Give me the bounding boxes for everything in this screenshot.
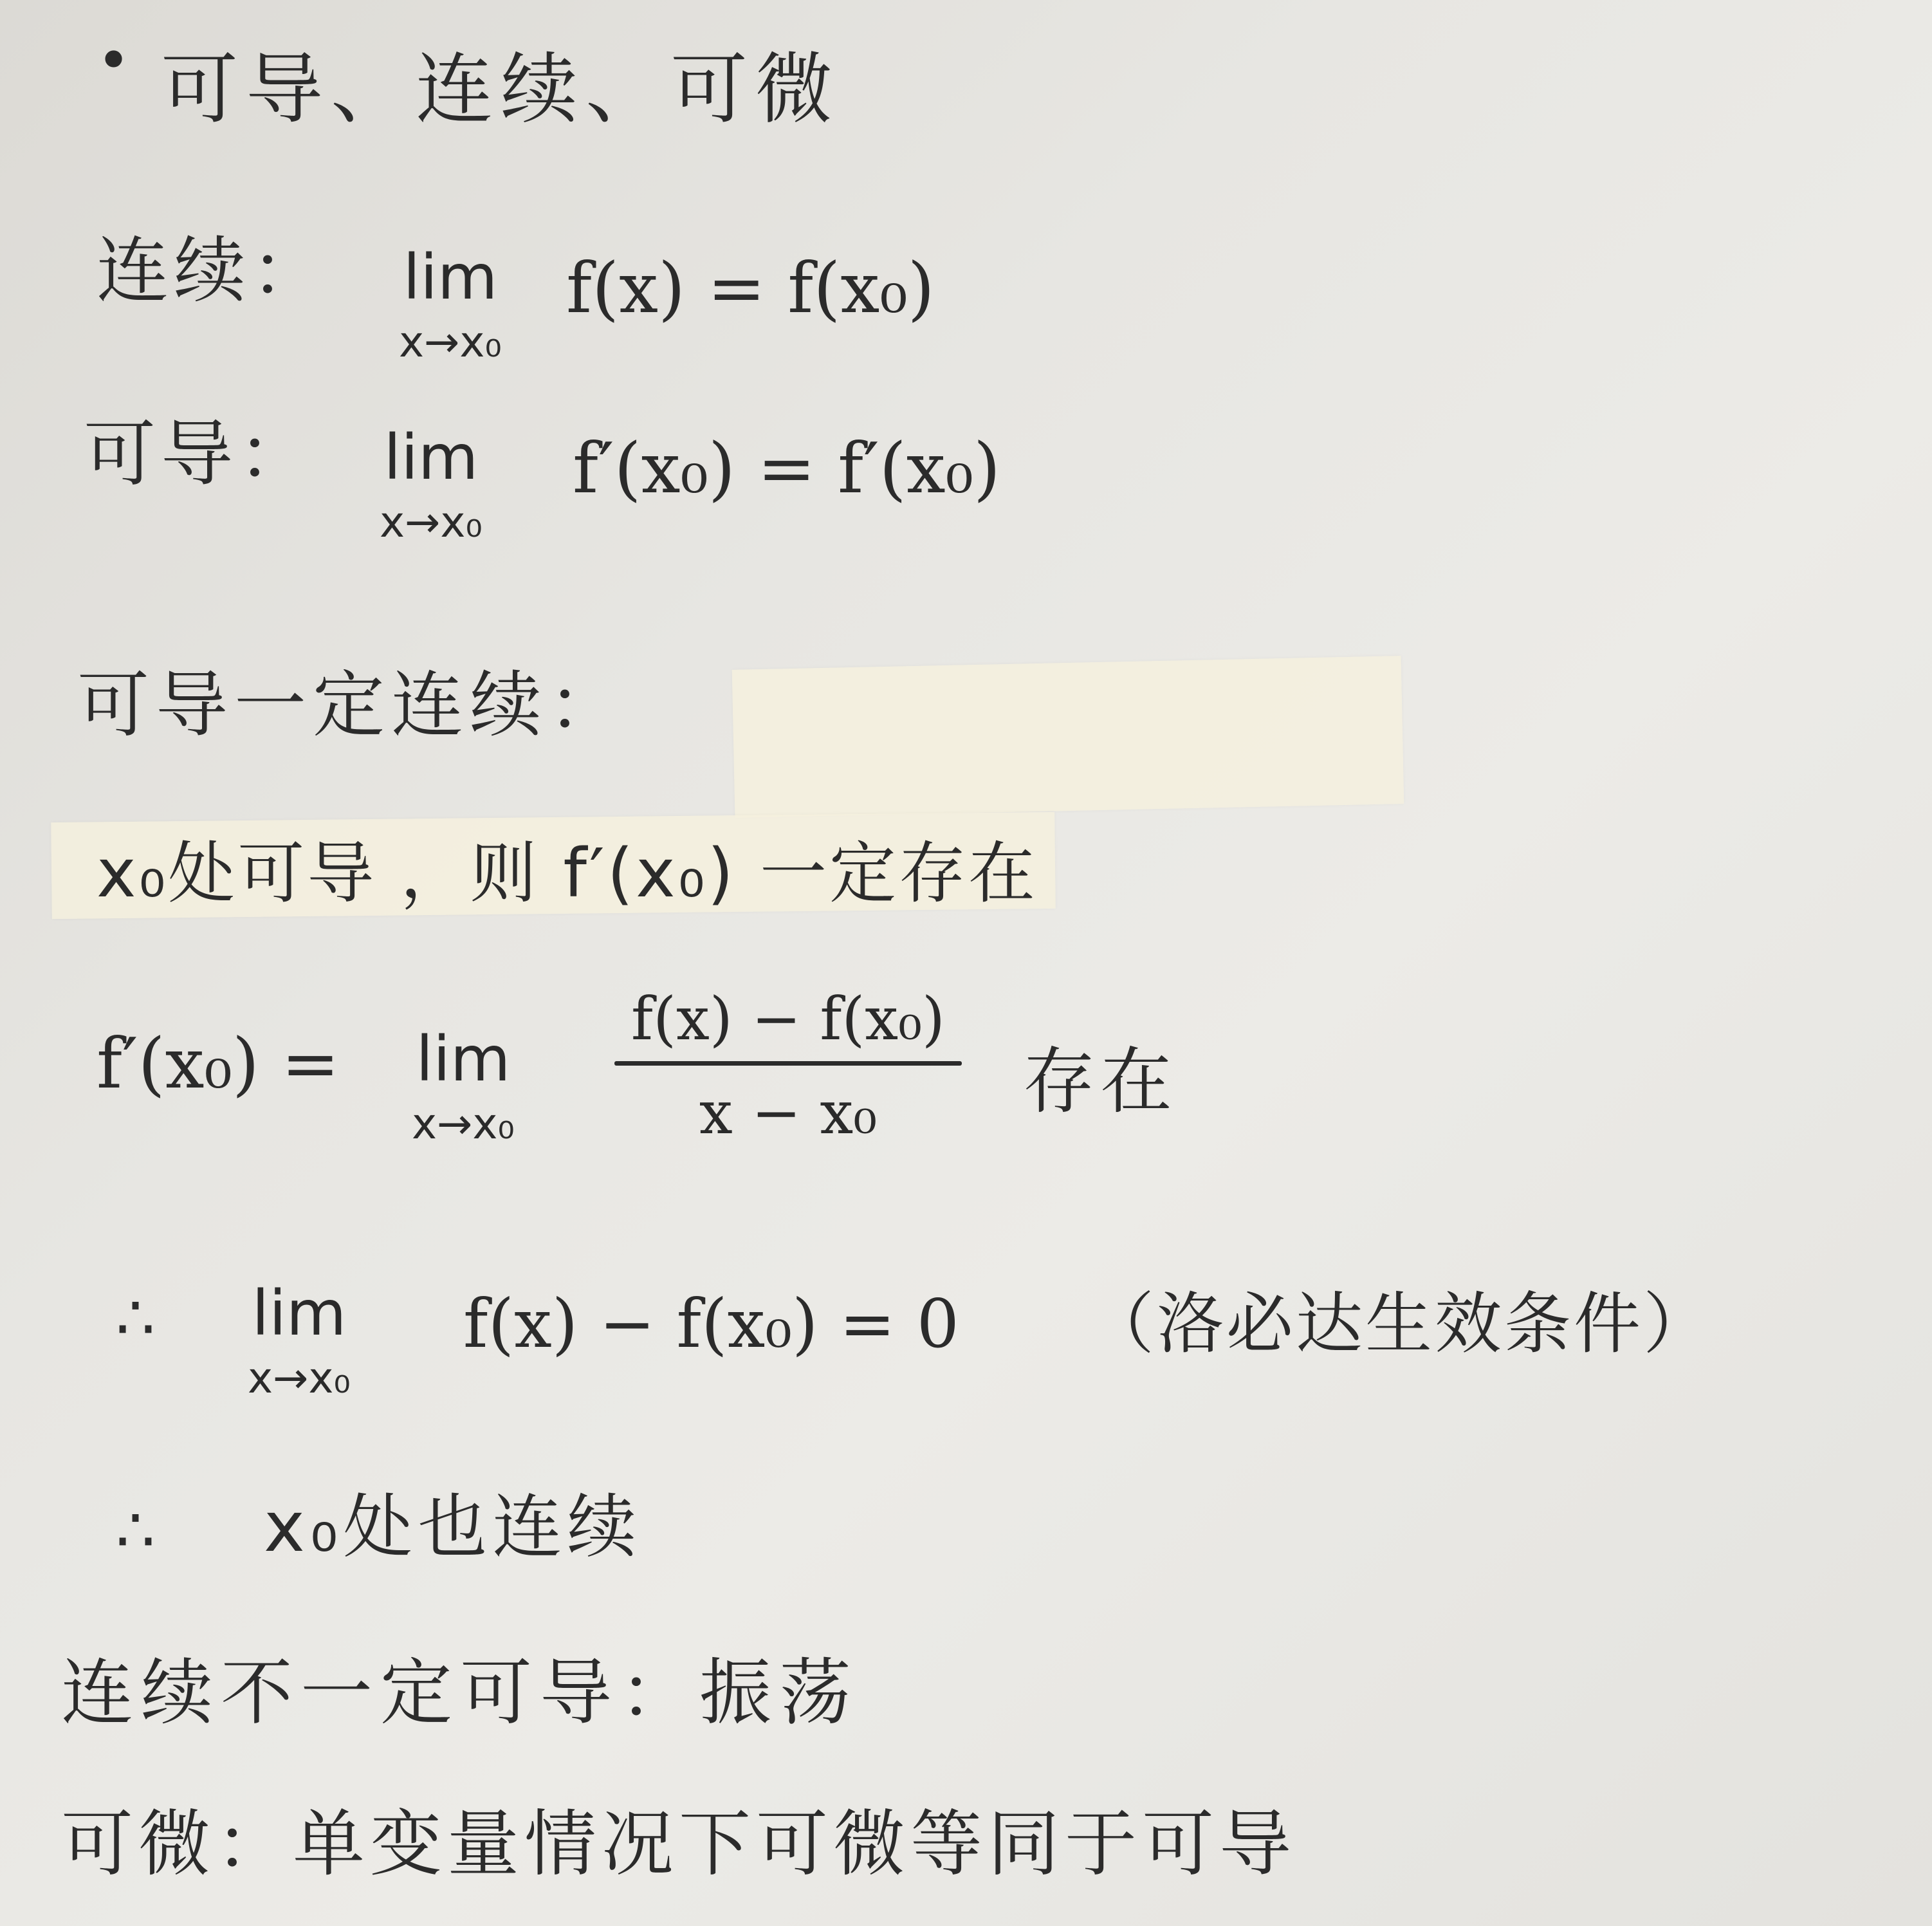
therefore-lim: lim bbox=[252, 1277, 347, 1349]
continuous-label: 连续： bbox=[97, 229, 328, 313]
differentiable-note: 可微：单变量情况下可微等同于可导 bbox=[61, 1802, 1296, 1886]
derivable-lim: lim bbox=[383, 421, 479, 494]
derivative-lhs: f′(x₀) = bbox=[97, 1024, 340, 1104]
limit-zero-expression: f(x) − f(x₀) = 0 bbox=[463, 1284, 959, 1363]
continuous-expression: f(x) = f(x₀) bbox=[566, 248, 935, 329]
derivative-limit bbox=[412, 1023, 515, 1149]
therefore-lim-sub: x→x₀ bbox=[248, 1353, 351, 1403]
lhopital-remark: （洛必达生效条件） bbox=[1087, 1284, 1713, 1363]
therefore-limit bbox=[248, 1277, 351, 1403]
proof-title: 可导一定连续： bbox=[77, 663, 627, 747]
tape-patch-top bbox=[732, 656, 1404, 818]
derivable-lim-sub: x→x₀ bbox=[380, 497, 483, 547]
derivative-lim-sub: x→x₀ bbox=[412, 1099, 515, 1149]
quotient-denominator: x − x₀ bbox=[699, 1079, 878, 1147]
exists-suffix: 存在 bbox=[1023, 1040, 1177, 1124]
heading: 可导、连续、可微 bbox=[161, 45, 840, 134]
premise: x₀处可导 ，则 f′(x₀) 一定存在 bbox=[97, 834, 1038, 912]
conclusion-continuous: x₀处也连续 bbox=[264, 1487, 642, 1568]
heading-bullet: • bbox=[97, 27, 131, 95]
therefore-symbol-1: ∴ bbox=[116, 1282, 156, 1354]
derivative-lim: lim bbox=[416, 1023, 511, 1095]
continuous-limit bbox=[399, 241, 502, 367]
continuous-lim: lim bbox=[403, 241, 498, 313]
continuous-lim-sub: x→x₀ bbox=[399, 317, 502, 367]
quotient-numerator: f(x) − f(x₀) bbox=[631, 985, 945, 1053]
fraction-bar bbox=[614, 1061, 962, 1066]
derivable-limit bbox=[380, 421, 483, 547]
derivable-label: 可导： bbox=[84, 412, 315, 496]
difference-quotient bbox=[614, 985, 962, 1147]
derivable-expression: f′(x₀) = f′(x₀) bbox=[573, 429, 1001, 509]
therefore-symbol-2: ∴ bbox=[116, 1494, 156, 1566]
continuous-not-derivable: 连续不一定可导：振荡 bbox=[61, 1651, 859, 1735]
